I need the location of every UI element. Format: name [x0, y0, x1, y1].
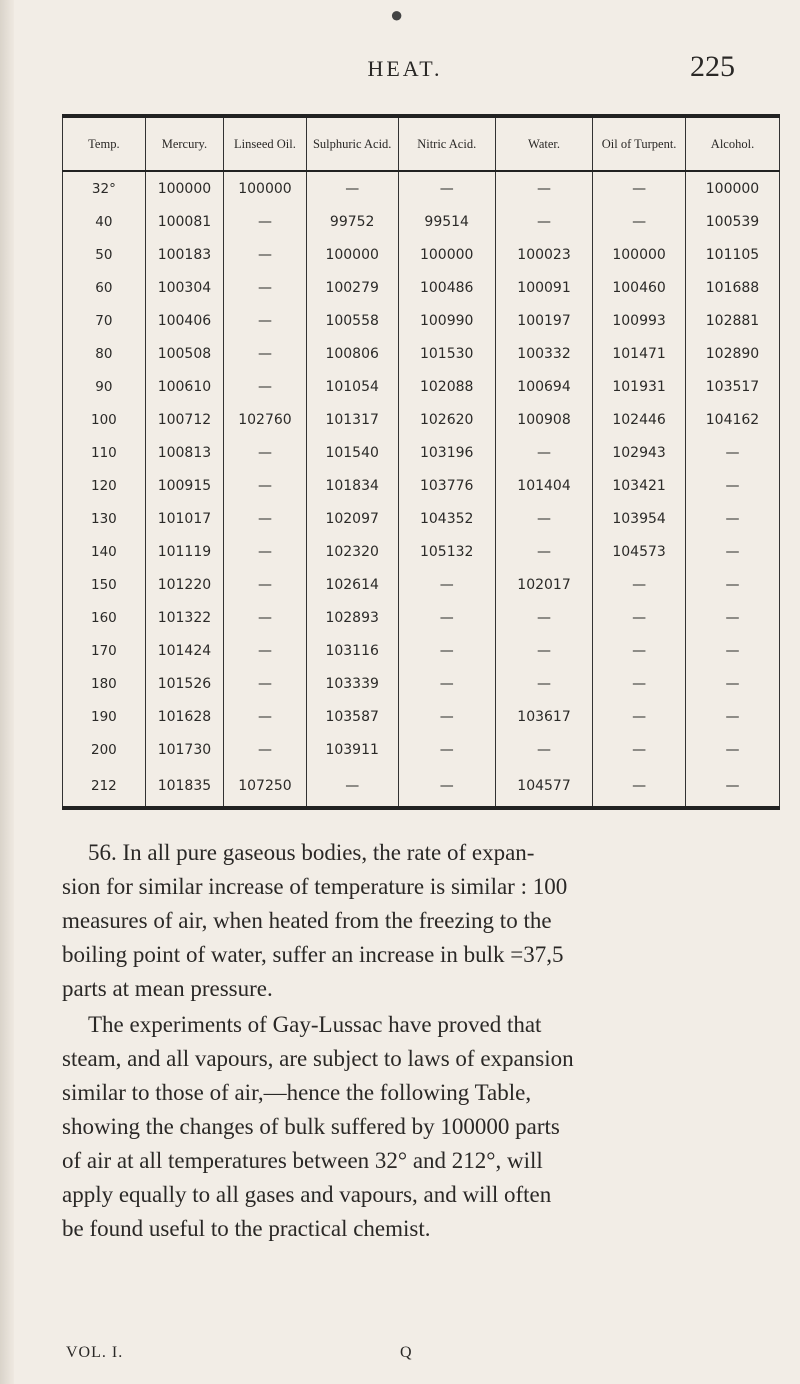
temperature-cell: 200 [63, 733, 146, 766]
table-cell: 100558 [306, 304, 398, 337]
table-cell: — [593, 601, 686, 634]
table-cell: — [495, 667, 592, 700]
text-line: parts at mean pressure. [62, 976, 273, 1001]
column-header: Mercury. [145, 116, 223, 171]
table-cell: 103339 [306, 667, 398, 700]
column-header: Sulphuric Acid. [306, 116, 398, 171]
table-cell: — [398, 171, 495, 205]
table-cell: 100279 [306, 271, 398, 304]
table-cell: 100712 [145, 403, 223, 436]
table-cell: 102017 [495, 568, 592, 601]
table-cell: 101322 [145, 601, 223, 634]
table-cell: — [686, 766, 780, 808]
table-cell: 101730 [145, 733, 223, 766]
table-cell: — [686, 436, 780, 469]
table-cell: — [686, 634, 780, 667]
temperature-cell: 190 [63, 700, 146, 733]
table-cell: 103517 [686, 370, 780, 403]
table-cell: 104573 [593, 535, 686, 568]
table-cell: 100000 [686, 171, 780, 205]
text-line: similar to those of air,—hence the following Table, [62, 1080, 532, 1105]
table-cell: 100486 [398, 271, 495, 304]
expansion-table-container [62, 114, 780, 810]
table-cell: 101540 [306, 436, 398, 469]
table-cell: — [495, 171, 592, 205]
table-row [63, 304, 780, 337]
table-cell: 100610 [145, 370, 223, 403]
table-cell: — [686, 601, 780, 634]
table-cell: 100915 [145, 469, 223, 502]
table-cell: — [224, 601, 307, 634]
table-cell: — [224, 337, 307, 370]
page-edge [0, 0, 14, 1384]
table-cell: 100993 [593, 304, 686, 337]
table-cell: 101054 [306, 370, 398, 403]
table-cell: 103911 [306, 733, 398, 766]
table-cell: — [398, 667, 495, 700]
table-cell: 100908 [495, 403, 592, 436]
text-line: apply equally to all gases and vapours, and will often [62, 1182, 552, 1207]
table-cell: — [495, 502, 592, 535]
column-header: Temp. [63, 116, 146, 171]
table-cell: — [306, 766, 398, 808]
expansion-table [62, 114, 780, 810]
table-row [63, 337, 780, 370]
table-cell: — [593, 700, 686, 733]
table-cell: — [495, 205, 592, 238]
table-cell: — [495, 436, 592, 469]
table-cell: — [593, 634, 686, 667]
paragraph-56 [62, 836, 784, 1006]
temperature-cell: 40 [63, 205, 146, 238]
table-cell: — [593, 171, 686, 205]
table-cell: 102088 [398, 370, 495, 403]
table-cell: — [398, 766, 495, 808]
table-cell: 102760 [224, 403, 307, 436]
table-row [63, 436, 780, 469]
table-cell: 100694 [495, 370, 592, 403]
table-cell: — [224, 568, 307, 601]
text-line: measures of air, when heated from the freezing to the [62, 908, 552, 933]
table-cell: 103587 [306, 700, 398, 733]
temperature-cell: 170 [63, 634, 146, 667]
table-cell: 101530 [398, 337, 495, 370]
table-cell: 101220 [145, 568, 223, 601]
table-row [63, 205, 780, 238]
temperature-cell: 180 [63, 667, 146, 700]
temperature-cell: 150 [63, 568, 146, 601]
table-row [63, 370, 780, 403]
table-header-row [63, 116, 780, 171]
table-cell: — [306, 171, 398, 205]
table-cell: 100304 [145, 271, 223, 304]
table-cell: 102890 [686, 337, 780, 370]
table-cell: 100539 [686, 205, 780, 238]
table-cell: 101526 [145, 667, 223, 700]
table-cell: 101834 [306, 469, 398, 502]
column-header: Nitric Acid. [398, 116, 495, 171]
table-body [63, 171, 780, 808]
table-cell: — [398, 634, 495, 667]
text-line: boiling point of water, suffer an increase in bulk =37,5 [62, 942, 564, 967]
page-number: 225 [690, 50, 735, 83]
table-cell: 101688 [686, 271, 780, 304]
table-cell: — [495, 535, 592, 568]
table-row [63, 601, 780, 634]
table-cell: 102097 [306, 502, 398, 535]
table-cell: 100000 [398, 238, 495, 271]
table-cell: 99752 [306, 205, 398, 238]
table-cell: 102943 [593, 436, 686, 469]
table-cell: 100197 [495, 304, 592, 337]
table-cell: — [686, 502, 780, 535]
table-cell: — [224, 304, 307, 337]
table-cell: — [224, 502, 307, 535]
table-cell: — [495, 634, 592, 667]
table-row [63, 403, 780, 436]
table-cell: 100183 [145, 238, 223, 271]
table-cell: — [593, 766, 686, 808]
table-cell: 100508 [145, 337, 223, 370]
table-cell: 103196 [398, 436, 495, 469]
text-line: The experiments of Gay-Lussac have proved that [88, 1012, 542, 1037]
temperature-cell: 160 [63, 601, 146, 634]
table-cell: 101105 [686, 238, 780, 271]
temperature-cell: 212 [63, 766, 146, 808]
table-cell: 101404 [495, 469, 592, 502]
table-cell: — [224, 733, 307, 766]
table-cell: 100081 [145, 205, 223, 238]
ink-blot-mark: ● [390, 2, 404, 27]
table-cell: 100813 [145, 436, 223, 469]
table-cell: 103116 [306, 634, 398, 667]
table-cell: 101835 [145, 766, 223, 808]
running-header: HEAT. [367, 56, 443, 81]
table-row [63, 238, 780, 271]
table-cell: 107250 [224, 766, 307, 808]
temperature-cell: 90 [63, 370, 146, 403]
text-line: steam, and all vapours, are subject to laws of expansion [62, 1046, 574, 1071]
table-cell: 102881 [686, 304, 780, 337]
table-cell: 104352 [398, 502, 495, 535]
temperature-cell: 100 [63, 403, 146, 436]
table-cell: — [224, 370, 307, 403]
table-cell: 102614 [306, 568, 398, 601]
table-cell: 102620 [398, 403, 495, 436]
table-cell: — [224, 700, 307, 733]
table-cell: 100990 [398, 304, 495, 337]
table-row [63, 634, 780, 667]
table-row [63, 469, 780, 502]
text-line: 56. In all pure gaseous bodies, the rate of expan- [88, 840, 535, 865]
table-cell: 100460 [593, 271, 686, 304]
table-cell: 101931 [593, 370, 686, 403]
table-cell: — [686, 535, 780, 568]
table-cell: 103954 [593, 502, 686, 535]
table-cell: 100406 [145, 304, 223, 337]
table-cell: 103776 [398, 469, 495, 502]
table-row [63, 667, 780, 700]
table-cell: 100000 [306, 238, 398, 271]
table-cell: — [593, 205, 686, 238]
table-cell: — [398, 601, 495, 634]
temperature-cell: 50 [63, 238, 146, 271]
table-cell: — [686, 700, 780, 733]
table-row [63, 568, 780, 601]
temperature-cell: 110 [63, 436, 146, 469]
table-cell: 101471 [593, 337, 686, 370]
paragraph-gay-lussac [62, 1008, 784, 1246]
table-cell: — [224, 535, 307, 568]
table-cell: — [495, 601, 592, 634]
table-cell: — [224, 205, 307, 238]
table-row [63, 733, 780, 766]
table-cell: — [224, 436, 307, 469]
column-header: Linseed Oil. [224, 116, 307, 171]
text-line: showing the changes of bulk suffered by 100000 parts [62, 1114, 560, 1139]
table-cell: 101317 [306, 403, 398, 436]
table-cell: 100806 [306, 337, 398, 370]
table-row [63, 700, 780, 733]
table-cell: 101119 [145, 535, 223, 568]
table-cell: — [686, 733, 780, 766]
table-cell: 100332 [495, 337, 592, 370]
temperature-cell: 140 [63, 535, 146, 568]
table-cell: 100000 [224, 171, 307, 205]
table-cell: — [398, 733, 495, 766]
table-row [63, 535, 780, 568]
table-cell: — [686, 568, 780, 601]
table-cell: — [593, 568, 686, 601]
table-cell: 99514 [398, 205, 495, 238]
signature-volume: VOL. I. [66, 1344, 124, 1361]
table-cell: 100091 [495, 271, 592, 304]
table-cell: 104162 [686, 403, 780, 436]
table-row [63, 171, 780, 205]
table-cell: 102893 [306, 601, 398, 634]
column-header: Water. [495, 116, 592, 171]
column-header: Oil of Turpent. [593, 116, 686, 171]
table-cell: — [224, 238, 307, 271]
temperature-cell: 120 [63, 469, 146, 502]
table-cell: — [224, 634, 307, 667]
temperature-cell: 80 [63, 337, 146, 370]
column-header: Alcohol. [686, 116, 780, 171]
table-cell: 103617 [495, 700, 592, 733]
table-cell: — [686, 469, 780, 502]
table-cell: 100000 [145, 171, 223, 205]
temperature-cell: 130 [63, 502, 146, 535]
table-cell: 103421 [593, 469, 686, 502]
table-cell: — [495, 733, 592, 766]
table-cell: 101424 [145, 634, 223, 667]
table-cell: 101017 [145, 502, 223, 535]
table-cell: 101628 [145, 700, 223, 733]
table-cell: — [224, 469, 307, 502]
table-cell: — [398, 700, 495, 733]
text-line: be found useful to the practical chemist. [62, 1216, 431, 1241]
table-cell: 104577 [495, 766, 592, 808]
temperature-cell: 32° [63, 171, 146, 205]
table-cell: 102320 [306, 535, 398, 568]
table-cell: 100000 [593, 238, 686, 271]
table-cell: — [224, 271, 307, 304]
temperature-cell: 60 [63, 271, 146, 304]
table-row [63, 271, 780, 304]
table-cell: 105132 [398, 535, 495, 568]
temperature-cell: 70 [63, 304, 146, 337]
table-cell: — [398, 568, 495, 601]
text-line: of air at all temperatures between 32° and 212°, will [62, 1148, 543, 1173]
table-cell: — [224, 667, 307, 700]
text-line: sion for similar increase of temperature is similar : 100 [62, 874, 568, 899]
table-cell: — [686, 667, 780, 700]
table-row [63, 766, 780, 808]
table-cell: 102446 [593, 403, 686, 436]
table-cell: — [593, 733, 686, 766]
signature-letter: Q [400, 1344, 412, 1361]
table-cell: 100023 [495, 238, 592, 271]
table-cell: — [593, 667, 686, 700]
table-row [63, 502, 780, 535]
